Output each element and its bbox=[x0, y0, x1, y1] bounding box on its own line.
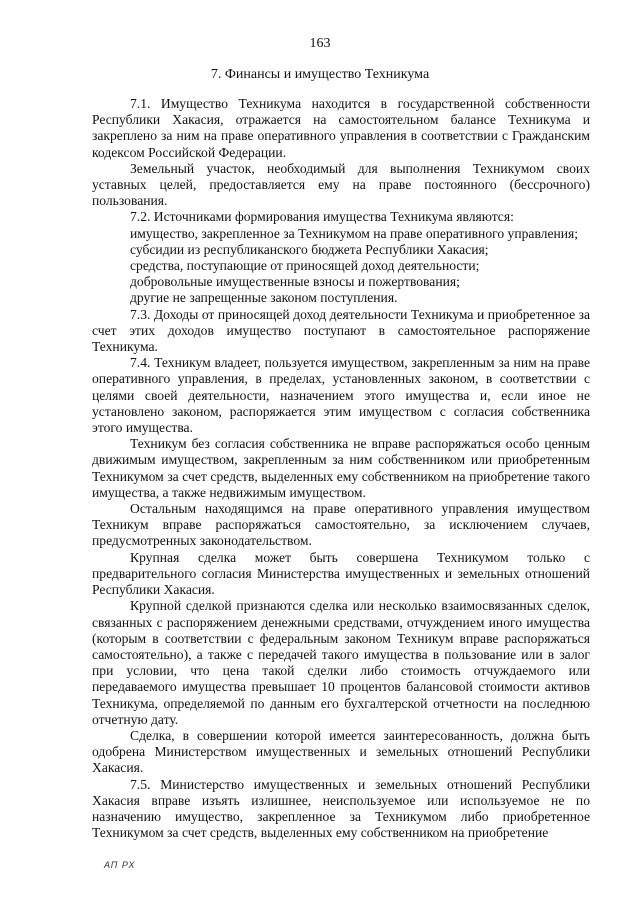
paragraph-other-property: Остальным находящимся на праве оперативного управления имуществом Техникум вправе распоряжаться самостоятельно, за исключением случаев, предусмотренных законодательством. bbox=[92, 501, 590, 549]
list-item: средства, поступающие от приносящей доход деятельности; bbox=[130, 258, 480, 274]
paragraph-valuable-property: Техникум без согласия собственника не вправе распоряжаться особо ценным движимым имуществом, закрепленным за ним собственником или приобретенным Техникумом за счет средств, выделенных ему собственником на приобретение такого имущества, а также недвижимым имуществом. bbox=[92, 436, 590, 500]
paragraph-7-5: 7.5. Министерство имущественных и земельных отношений Республики Хакасия вправе изъять излишнее, неиспользуемое или используемое не по назначению имущество, закрепленное за Техникумом либо приобретенное Техникумом за счет средств, выделенных ему собственником на приобретение bbox=[92, 776, 590, 841]
list-item: имущество, закрепленное за Техникумом на праве оперативного управления; bbox=[130, 225, 579, 241]
paragraph-major-deal-definition: Крупной сделкой признаются сделка или несколько взаимосвязанных сделок, связанных с распоряжением денежными средствами, отчуждением иного имущества (которым в соответствии с федеральным законом Техникум вправе распоряжаться самостоятельно), а также с передачей такого имущества в пользование или в залог при условии, что цена такой сделки либо стоимость отчуждаемого или передаваемого имущества превышает 10 процентов балансовой стоимости активов Техникума, определяемой по данным его бухгалтерской отчетности на последнюю отчетную дату. bbox=[92, 598, 590, 727]
list-item: другие не запрещенные законом поступления. bbox=[130, 290, 398, 306]
page-number: 163 bbox=[309, 36, 331, 51]
body-text bbox=[92, 96, 590, 841]
section-heading: 7. Финансы и имущество Техникума bbox=[210, 67, 430, 82]
paragraph-7-4: 7.4. Техникум владеет, пользуется имуществом, закрепленным за ним на праве оперативного управления, в пределах, установленных законом, в соответствии с целями своей деятельности, назначением этого имущества и, если иное не установлено законом, распоряжается этим имуществом с согласия собственника этого имущества. bbox=[92, 355, 590, 436]
paragraph-7-1: 7.1. Имущество Техникума находится в государственной собственности Республики Хакасия, отражается на самостоятельном балансе Техникума и закреплено за ним на праве оперативного управления в соответствии с Гражданским кодексом Российской Федерации. bbox=[92, 96, 590, 160]
list-item: добровольные имущественные взносы и пожертвования; bbox=[130, 274, 460, 290]
paragraph-interested-deal: Сделка, в совершении которой имеется заинтересованность, должна быть одобрена Министерством имущественных и земельных отношений Республики Хакасия. bbox=[92, 727, 590, 776]
paragraph-land-plot: Земельный участок, необходимый для выполнения Техникумом своих уставных целей, предоставляется ему на праве постоянного (бессрочного) пользования. bbox=[92, 160, 590, 209]
paragraph-major-deal: Крупная сделка может быть совершена Техникумом только с предварительного согласия Министерства имущественных и земельных отношений Республики Хакасия. bbox=[92, 549, 590, 598]
footer-stamp: АП РХ bbox=[104, 860, 136, 870]
paragraph-7-2: 7.2. Источниками формирования имущества Техникума являются: bbox=[130, 209, 514, 225]
paragraph-7-3: 7.3. Доходы от приносящей доход деятельности Техникума и приобретенное за счет этих доходов имущество поступают в самостоятельное распоряжение Техникума. bbox=[92, 306, 590, 355]
list-item: субсидии из республиканского бюджета Республики Хакасия; bbox=[130, 241, 489, 257]
